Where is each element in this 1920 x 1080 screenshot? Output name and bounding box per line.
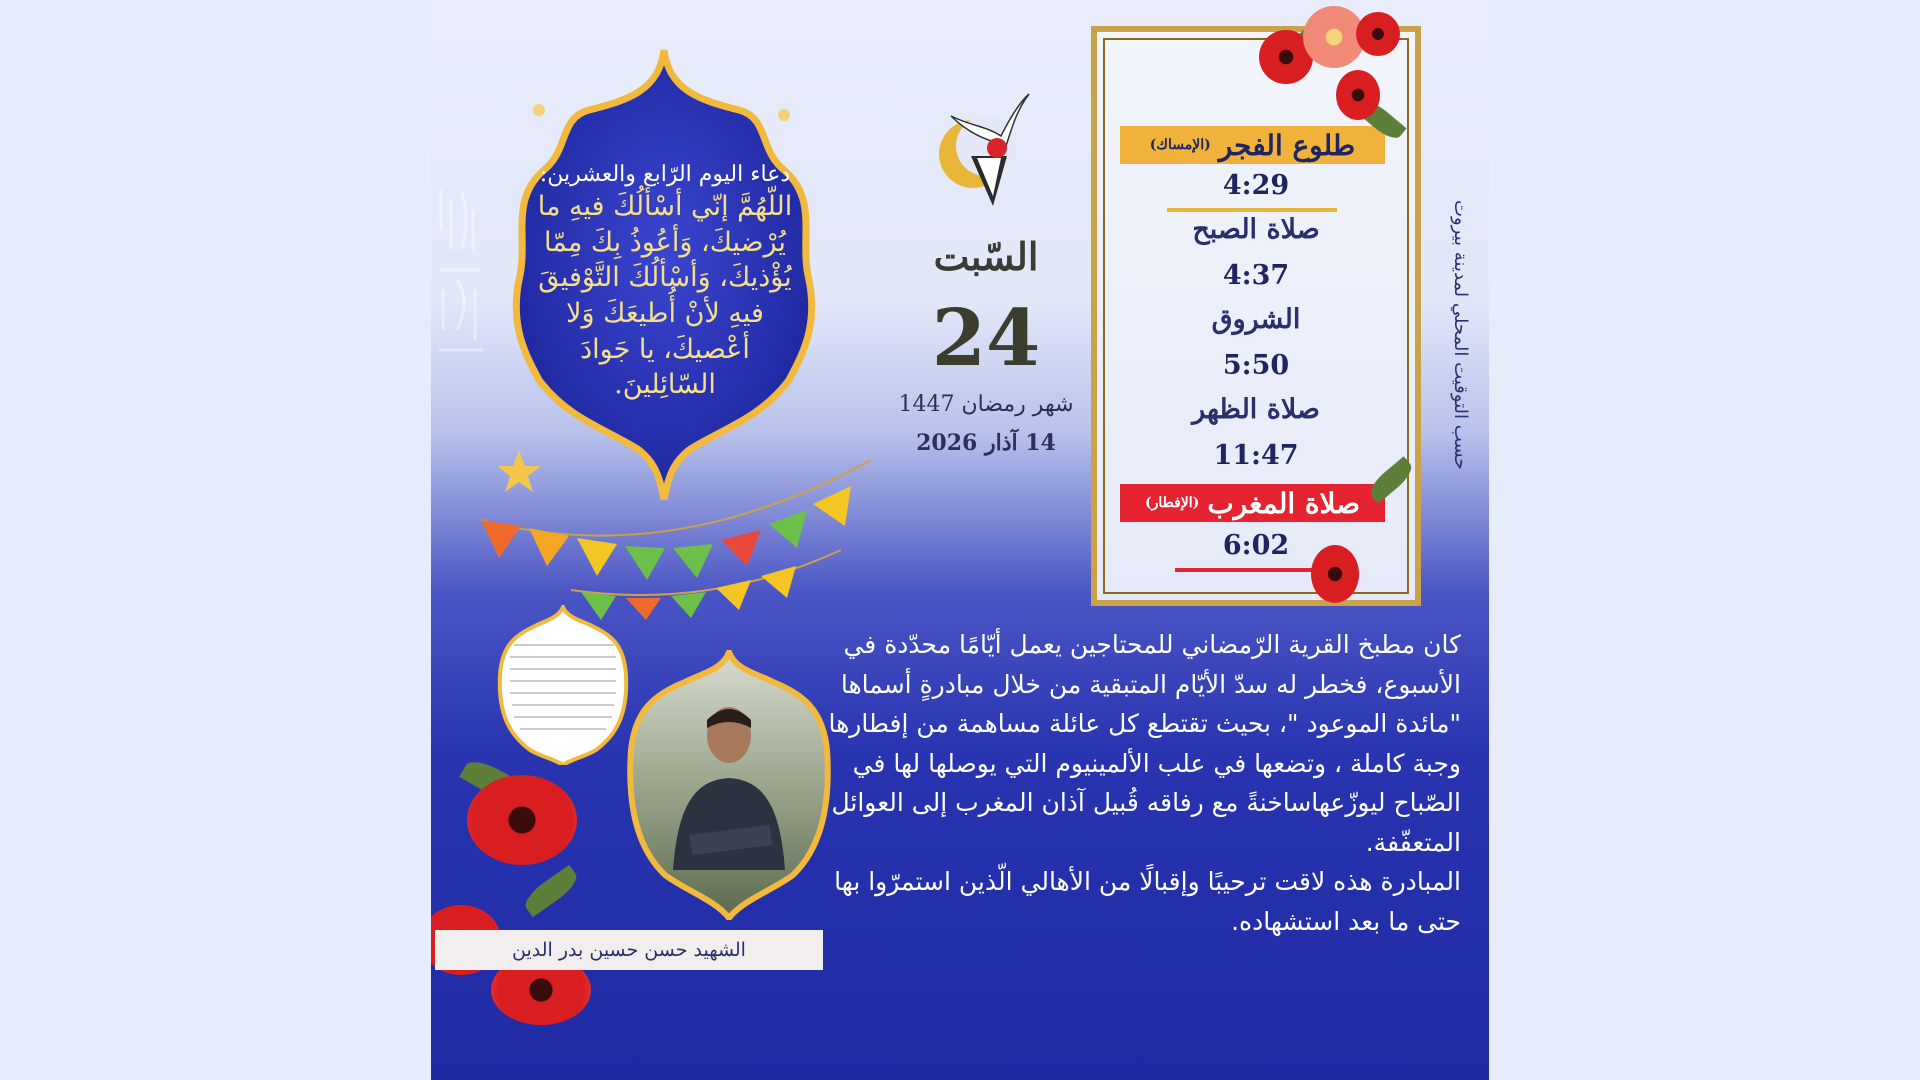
dua-title: دعاء اليوم الرّابع والعشرين: (539, 162, 791, 187)
emblem-logo (931, 86, 1031, 216)
poppy-flower (1356, 12, 1400, 56)
story-text (791, 625, 1461, 941)
fajr-note: (الإمساك) (1149, 137, 1211, 153)
gregorian-date: 14 آذار 2026 (916, 430, 1056, 456)
fajr-time: 4:29 (1222, 170, 1290, 201)
maghrib-note: (الإفطار) (1144, 495, 1200, 511)
poppy-flower (467, 775, 577, 865)
bunting-flags (451, 420, 901, 620)
handwritten-note-card (496, 605, 631, 765)
dhuhr-label: صلاة الظهر (1192, 394, 1320, 425)
shuruq-label: الشروق (1211, 304, 1301, 335)
dua-body: اللّهُمَّ إنّي أسْألُكَ فيهِ ما يُرْضيكَ، وَأعُوذُ بِكَ مِمّا يُؤْذيكَ، وَأسْألُكَ التَّوْفيقَ فيهِ لأنْ أُطيعَكَ وَلا أعْصيكَ، يا جَوادَ السّائِلينَ. (537, 191, 793, 401)
poppy-flower (1311, 545, 1359, 603)
maghrib-underline (1175, 568, 1325, 572)
day-name: السّبت (933, 234, 1039, 279)
poster (431, 0, 1489, 1080)
shuruq-time: 5:50 (1222, 350, 1290, 381)
subh-label: صلاة الصبح (1192, 214, 1320, 245)
maghrib-highlight (1120, 484, 1385, 522)
story-paragraph-1: كان مطبخ القرية الرّمضاني للمحتاجين يعمل أيّامًا محدّدة في الأسبوع، فخطر له سدّ الأيّام المتبقية من خلال مبادرةٍ أسماها "مائدة الموعود "، بحيث تقتطع كل عائلة مساهمة من إفطارها وجبة كاملة ، وتضعها في علب الألمينيوم التي يوصلها لها في الصّباح ليوزّعهاساخنةً مع رفاقه قُبيل آذان المغرب إلى العوائل المتعفّفة. (828, 630, 1461, 857)
fajr-underline (1167, 208, 1337, 212)
dua-text (529, 160, 801, 403)
subh-time: 4:37 (1222, 260, 1290, 291)
leaf (520, 865, 582, 917)
hijri-date: شهر رمضان 1447 (898, 392, 1074, 417)
maghrib-label: صلاة المغرب (1207, 486, 1361, 520)
fajr-label: طلوع الفجر (1218, 128, 1356, 162)
martyr-name-banner: الشهيد حسن حسين بدر الدين (435, 930, 823, 970)
calligraphy-decoration (431, 180, 491, 380)
dhuhr-time: 11:47 (1213, 440, 1299, 471)
story-paragraph-2: المبادرة هذه لاقت ترحيبًا وإقبالًا من الأهالي الّذين استمرّوا بها حتى ما بعد استشهاده. (834, 867, 1461, 936)
martyr-portrait (623, 650, 835, 920)
fajr-highlight (1120, 126, 1385, 164)
poppy-flower (1336, 70, 1380, 120)
maghrib-time: 6:02 (1222, 530, 1290, 561)
day-number: 24 (931, 293, 1041, 384)
timezone-caption: حسب التوقيت المحلي لمدينة بيروت (1450, 200, 1471, 470)
